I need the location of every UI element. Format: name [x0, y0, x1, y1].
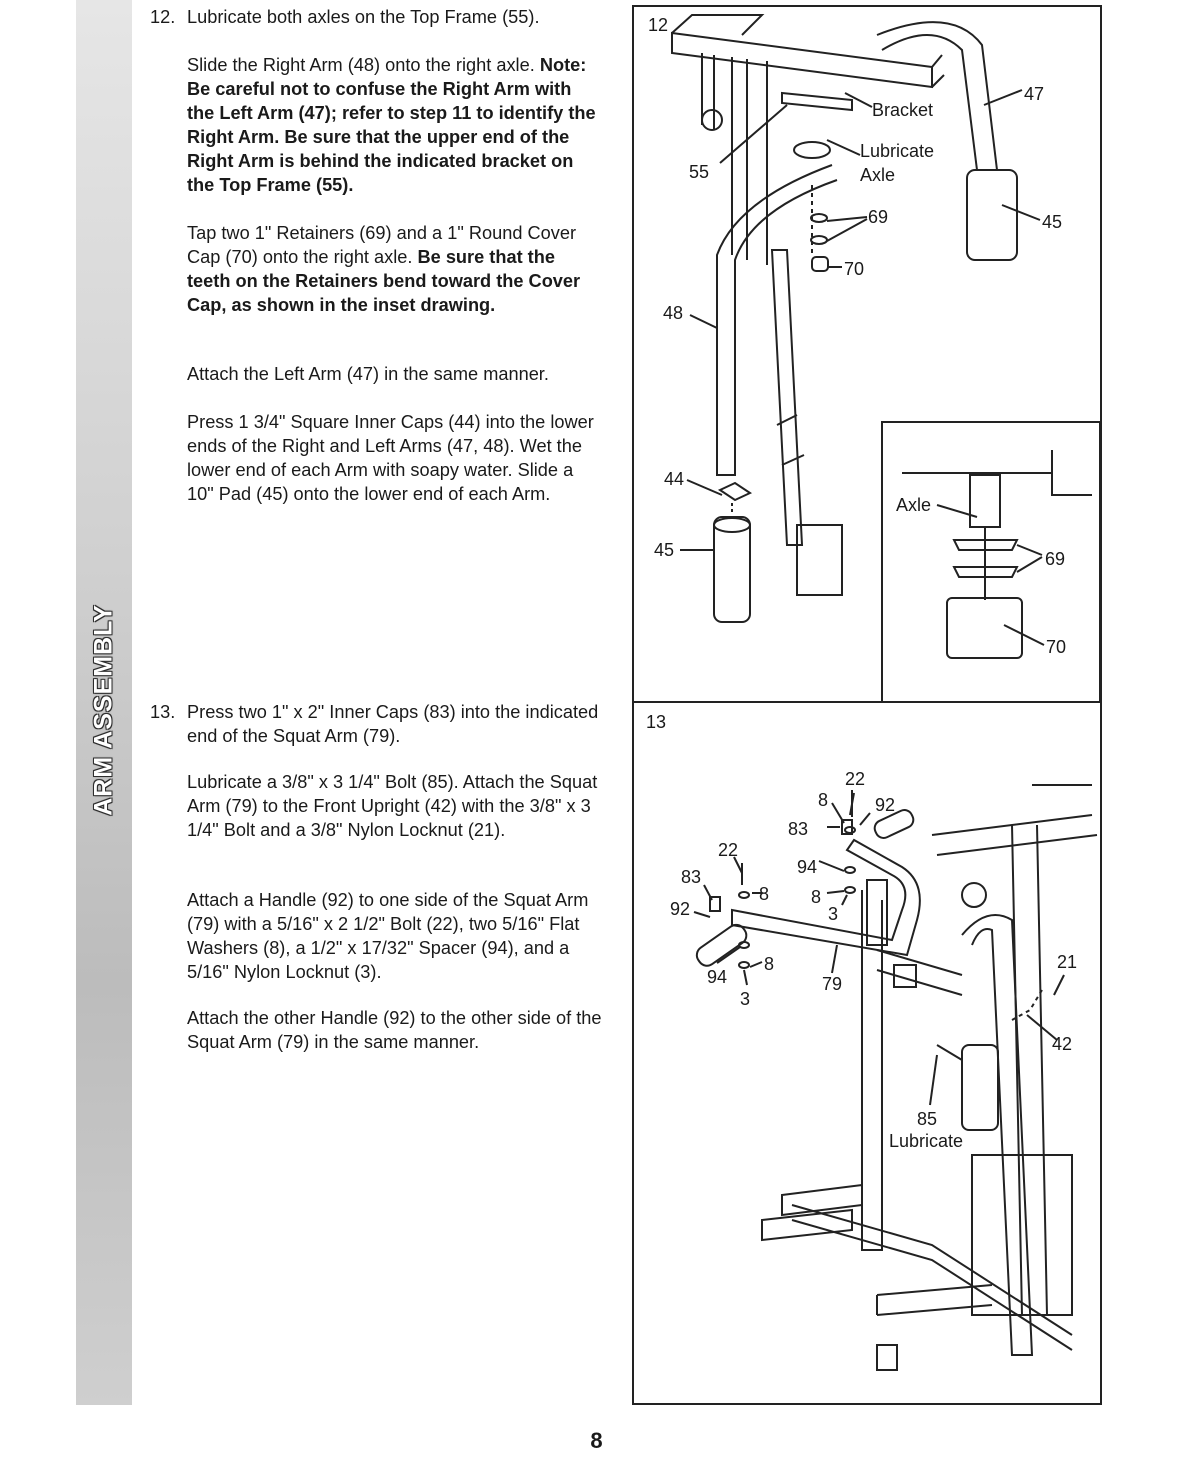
label-8a: 8	[818, 790, 829, 810]
step-12-number: 12.	[150, 7, 176, 27]
foot-plate	[762, 1185, 862, 1240]
top-frame-beam	[672, 33, 932, 87]
squat-arm-bracket	[877, 950, 962, 995]
step-12-para-4: Attach the Left Arm (47) in the same manner.	[187, 364, 549, 384]
label-92b: 92	[670, 899, 691, 919]
washer-8-d	[739, 962, 749, 968]
bolt-85	[937, 1045, 962, 1060]
label-79: 79	[822, 974, 843, 994]
leader-48	[690, 315, 717, 328]
label-axle: Axle	[860, 165, 896, 185]
inset-leader-70	[1004, 625, 1044, 645]
pad-45-upper	[967, 170, 1017, 260]
inset-frame	[902, 450, 1092, 495]
label-55: 55	[689, 162, 710, 182]
assembly-illustrations	[632, 5, 1102, 1405]
step-13-para-2: Lubricate a 3/8" x 3 1/4" Bolt (85). Attach the Squat Arm (79) to the Front Upright (42) with the 3/8" x 3 1/4" Bolt and a 3/8" Nylon Locknut (21).	[187, 772, 598, 840]
figure-13-number: 13	[646, 712, 667, 732]
cover-cap-70	[812, 257, 828, 271]
page-number: 8	[590, 1428, 603, 1453]
label-94b: 94	[707, 967, 728, 987]
pad-45-top	[714, 518, 750, 532]
leader-lubricate	[827, 140, 860, 155]
pulley-wheel	[702, 110, 722, 130]
leader-92b	[694, 912, 710, 917]
leader-94a	[819, 861, 844, 871]
label-94a: 94	[797, 857, 818, 877]
base-crossbar	[877, 1285, 992, 1315]
label-3b: 3	[740, 989, 751, 1009]
leader-79	[832, 945, 837, 973]
weight-stack-12	[797, 525, 842, 595]
step-13-para-1: Press two 1" x 2" Inner Caps (83) into the indicated end of the Squat Arm (79).	[187, 702, 599, 746]
label-21: 21	[1057, 952, 1078, 972]
upright-posts	[702, 53, 767, 265]
step-12-para-3-plain: Tap two 1" Retainers (69) and a 1" Round Cover Cap (70) onto the right axle.	[187, 223, 576, 267]
section-title-text: ARM ASSEMBLY	[89, 604, 118, 816]
step-12-para-1: Lubricate both axles on the Top Frame (55).	[187, 7, 540, 27]
leader-21	[1054, 975, 1064, 995]
step-13-number: 13.	[150, 702, 176, 722]
step-12-para-2	[187, 53, 602, 197]
pad-13	[962, 1045, 998, 1130]
inset-axle	[970, 475, 1000, 527]
label-3a: 3	[828, 904, 839, 924]
label-83a: 83	[788, 819, 809, 839]
inset-leader-69	[1017, 545, 1042, 572]
section-title	[76, 595, 132, 825]
washer-8-b	[845, 887, 855, 893]
leader-55	[720, 105, 787, 163]
label-42: 42	[1052, 1034, 1073, 1054]
inset-label-70: 70	[1046, 637, 1067, 657]
label-44: 44	[664, 469, 685, 489]
label-83b: 83	[681, 867, 702, 887]
step-12-para-3-note: Be sure that the teeth on the Retainers bend toward the Cover Cap, as shown in the inset drawing.	[187, 247, 581, 315]
label-45b: 45	[654, 540, 675, 560]
leader-8c	[827, 891, 844, 893]
leader-44	[687, 480, 722, 495]
label-8b: 8	[759, 884, 770, 904]
washer-8-a	[845, 827, 855, 833]
label-8d: 8	[764, 954, 775, 974]
inset-box	[882, 422, 1100, 702]
figure-12-number: 12	[648, 15, 669, 35]
leader-69	[827, 217, 867, 241]
label-lubricate-13: Lubricate	[889, 1131, 964, 1151]
base-foot	[877, 1345, 897, 1370]
leader-47	[984, 90, 1022, 105]
label-69: 69	[868, 207, 889, 227]
label-lubricate: Lubricate	[860, 141, 935, 161]
leader-3b	[744, 970, 747, 985]
leader-3a	[842, 895, 847, 905]
label-92a: 92	[875, 795, 896, 815]
inner-cap-44	[720, 483, 750, 500]
label-22a: 22	[845, 769, 866, 789]
right-arm-48	[717, 165, 837, 475]
leader-85	[930, 1055, 937, 1105]
step-13-para-4: Attach the other Handle (92) to the other side of the Squat Arm (79) in the same manner.	[187, 1008, 602, 1052]
washer-8-c	[739, 892, 749, 898]
label-bracket: Bracket	[872, 100, 934, 120]
step-12-para-2-note: Note: Be careful not to confuse the Right Arm with the Left Arm (47); refer to step 11 to identify the Right Arm. Be sure that the upper end of the Right Arm is behind the indicated bracket on the Top Frame (55).	[187, 55, 596, 195]
leader-8a	[832, 803, 844, 823]
retainer-69-a	[811, 214, 827, 222]
step-12-para-2-plain: Slide the Right Arm (48) onto the right axle.	[187, 55, 535, 75]
bracket	[782, 93, 852, 110]
inset-label-axle: Axle	[896, 495, 932, 515]
leader-94b	[717, 947, 740, 963]
retainer-69-b	[811, 236, 827, 244]
top-frame-end	[932, 55, 944, 87]
label-45: 45	[1042, 212, 1063, 232]
pulley-13	[962, 883, 986, 907]
label-70: 70	[844, 259, 865, 279]
label-8c: 8	[811, 887, 822, 907]
step-12-para-3	[187, 221, 602, 317]
leader-45	[1002, 205, 1040, 220]
leader-83b	[704, 885, 712, 900]
top-frame-back	[672, 15, 762, 35]
label-22b: 22	[718, 840, 739, 860]
label-47: 47	[1024, 84, 1045, 104]
leader-92a	[860, 813, 870, 825]
label-85: 85	[917, 1109, 938, 1129]
label-48: 48	[663, 303, 684, 323]
front-upright	[772, 250, 802, 545]
step-13-para-3: Attach a Handle (92) to one side of the Squat Arm (79) with a 5/16" x 2 1/2" Bolt (22), two 5/16" Flat Washers (8), a 1/2" x 17/32" Spacer (94), and a 5/16" Nylon Locknut (3).	[187, 890, 589, 982]
axle-collar	[794, 142, 830, 158]
inset-label-69: 69	[1045, 549, 1066, 569]
step-12-text	[150, 5, 610, 565]
leader-8d	[750, 962, 762, 967]
step-12-para-5: Press 1 3/4" Square Inner Caps (44) into the lower ends of the Right and Left Arms (47, 48). Wet the lower end of each Arm with soapy water. Slide a 10" Pad (45) onto the lower end of each Arm.	[187, 412, 594, 504]
spacer-94-right	[845, 867, 855, 873]
step-13-text	[150, 700, 610, 1060]
